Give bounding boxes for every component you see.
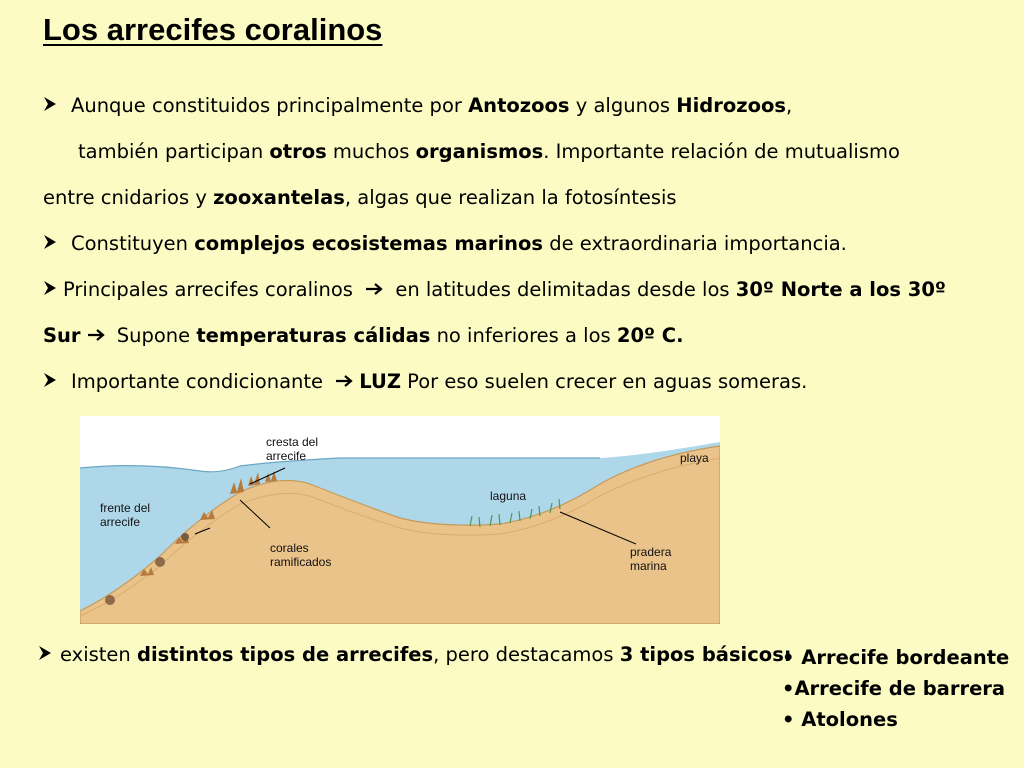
paragraph-3	[43, 185, 677, 211]
bold-term: 30º Norte a los 30º	[735, 278, 946, 301]
label-cresta-1: cresta del	[266, 435, 319, 449]
label-frente-2: arrecife	[100, 515, 141, 529]
bold-term: otros	[269, 140, 327, 163]
arrowhead-bullet-icon	[43, 93, 57, 119]
arrowhead-bullet-icon	[43, 277, 57, 303]
label-pradera-1: pradera	[630, 545, 672, 559]
label-pradera-2: marina	[630, 559, 667, 573]
paragraph-5	[43, 277, 946, 303]
label-playa: playa	[680, 451, 709, 465]
bold-term: 3 tipos básicos:	[619, 643, 792, 666]
bold-term: organismos	[415, 140, 544, 163]
text: de extraordinaria importancia.	[543, 232, 847, 255]
text: también participan	[78, 140, 270, 163]
text: existen	[60, 643, 137, 666]
text: Principales arrecifes coralinos	[63, 278, 360, 301]
label-cresta-2: arrecife	[266, 449, 307, 463]
text: Por eso suelen crecer en aguas someras.	[400, 370, 808, 393]
text: en latitudes delimitadas desde los	[389, 278, 736, 301]
text: Supone	[110, 324, 197, 347]
paragraph-2	[78, 139, 900, 165]
arrowhead-bullet-icon	[38, 642, 52, 668]
text: . Importante relación de mutualismo	[543, 140, 900, 163]
reef-type-item: • Atolones	[782, 708, 898, 731]
paragraph-4	[43, 231, 847, 257]
reef-type-item: • Arrecife bordeante	[782, 646, 1010, 669]
bold-term: complejos ecosistemas marinos	[194, 232, 544, 255]
paragraph-7	[43, 369, 807, 395]
arrowhead-bullet-icon	[43, 369, 57, 395]
bold-term: Antozoos	[468, 94, 570, 117]
reef-cross-section-illustration	[80, 416, 720, 624]
text: muchos	[326, 140, 416, 163]
bold-term: zooxantelas	[213, 186, 345, 209]
bold-term: 20º C.	[616, 324, 684, 347]
text: Aunque constituidos principalmente por	[71, 94, 469, 117]
bold-term: Sur	[43, 324, 81, 347]
bold-term: LUZ	[359, 370, 401, 393]
text: , algas que realizan la fotosíntesis	[344, 186, 677, 209]
bold-term: temperaturas cálidas	[196, 324, 431, 347]
text: Constituyen	[71, 232, 195, 255]
text: no inferiores a los	[430, 324, 617, 347]
text: Importante condicionante	[71, 370, 330, 393]
text: ,	[785, 94, 793, 117]
right-arrow-icon	[87, 323, 105, 349]
text: y algunos	[569, 94, 677, 117]
text: entre cnidarios y	[43, 186, 214, 209]
paragraph-6	[43, 323, 684, 349]
arrowhead-bullet-icon	[43, 231, 57, 257]
paragraph-8	[38, 642, 792, 668]
page-title: Los arrecifes coralinos	[43, 12, 383, 47]
right-arrow-icon	[365, 277, 383, 303]
right-arrow-icon	[335, 369, 353, 395]
paragraph-1	[43, 93, 792, 119]
reef-types-list	[782, 642, 1009, 735]
label-pradera	[630, 545, 672, 573]
text: , pero destacamos	[433, 643, 620, 666]
label-corales-1: corales	[270, 541, 309, 555]
label-corales-2: ramificados	[270, 555, 332, 569]
label-frente-1: frente del	[100, 501, 151, 515]
reef-type-item: •Arrecife de barrera	[782, 677, 1006, 700]
bold-term: distintos tipos de arrecifes	[136, 643, 434, 666]
bold-term: Hidrozoos	[676, 94, 786, 117]
label-laguna: laguna	[490, 489, 527, 503]
